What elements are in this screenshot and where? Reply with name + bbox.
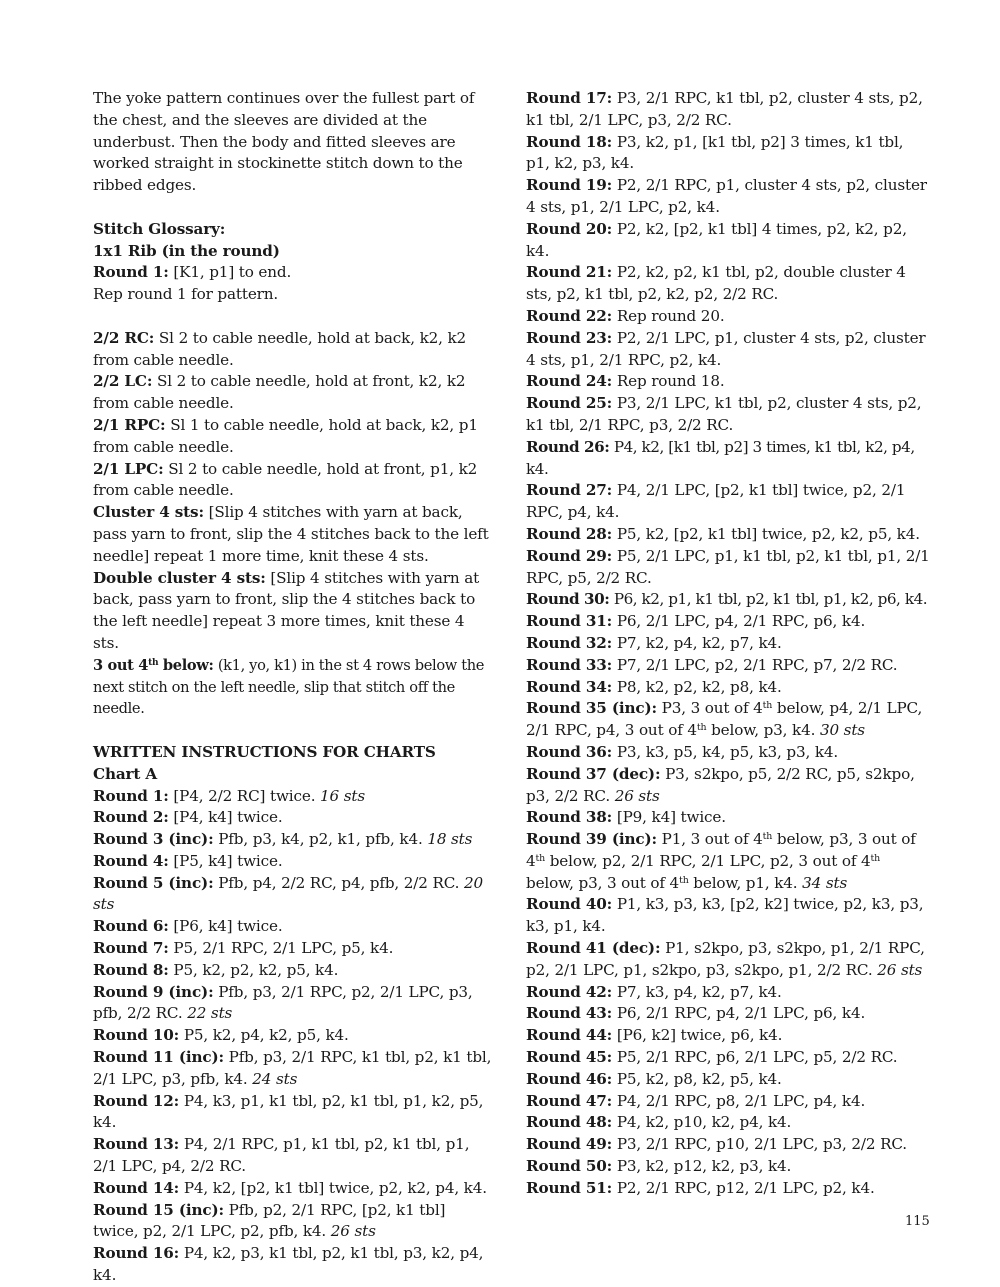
round-2: Round 2: [P4, k4] twice. xyxy=(93,808,283,827)
round-39: Round 39 (inc): P1, 3 out of 4th below, p3, 3 out of 4th below, p2, 2/1 RPC, 2/1 LPC, p2, 3 out of 4th below, p3, 3 out of 4th below, p1, k4. 34 sts xyxy=(526,830,916,892)
round-40: Round 40: P1, k3, p3, k3, [p2, k2] twice, p2, k3, p3, k3, p1, k4. xyxy=(526,895,924,936)
round-11: Round 11 (inc): Pfb, p3, 2/1 RPC, k1 tbl, p2, k1 tbl, 2/1 LPC, p3, pfb, k4. 24 sts xyxy=(93,1048,492,1088)
round-49: Round 49: P3, 2/1 RPC, p10, 2/1 LPC, p3, 2/2 RC. xyxy=(526,1135,907,1154)
round-26: Round 26: P4, k2, [k1 tbl, p2] 3 times, k1 tbl, k2, p4, k4. xyxy=(526,437,915,478)
round-3: Round 3 (inc): Pfb, p3, k4, p2, k1, pfb, k4. 18 sts xyxy=(93,830,473,849)
round-6: Round 6: [P6, k4] twice. xyxy=(93,917,283,936)
glossary-term: Double cluster 4 sts: xyxy=(93,568,266,587)
round-35: Round 35 (inc): P3, 3 out of 4th below, p4, 2/1 LPC, 2/1 RPC, p4, 3 out of 4th below, p3, k4. 30 sts xyxy=(526,699,923,740)
round-9: Round 9 (inc): Pfb, p3, 2/1 RPC, p2, 2/1 LPC, p3, pfb, 2/2 RC. 22 sts xyxy=(93,982,473,1023)
glossary-definition: Sl 2 to cable needle, hold at front, k2, k2 from cable needle. xyxy=(93,372,466,413)
round-32: Round 32: P7, k2, p4, k2, p7, k4. xyxy=(526,633,782,652)
glossary-entry xyxy=(93,459,495,503)
round-18: Round 18: P3, k2, p1, [k1 tbl, p2] 3 times, k1 tbl, p1, k2, p3, k4. xyxy=(526,132,904,173)
round-16: Round 16: P4, k2, p3, k1 tbl, p2, k1 tbl, p3, k2, p4, k4. xyxy=(93,1244,484,1285)
glossary-definition: [Slip 4 stitches with yarn at back, pass yarn to front, slip the 4 stitches back to the left needle] repeat 1 more time, knit these 4 sts. xyxy=(93,503,489,565)
rib-round-label: Round 1: xyxy=(93,263,169,282)
round-10: Round 10: P5, k2, p4, k2, p5, k4. xyxy=(93,1026,349,1045)
round-28: Round 28: P5, k2, [p2, k1 tbl] twice, p2, k2, p5, k4. xyxy=(526,524,920,543)
round-4: Round 4: [P5, k4] twice. xyxy=(93,851,283,870)
written-instructions-heading: WRITTEN INSTRUCTIONS FOR CHARTS xyxy=(93,742,436,761)
glossary-term: Cluster 4 sts: xyxy=(93,503,204,522)
glossary-term: 2/2 RC: xyxy=(93,328,155,347)
round-47: Round 47: P4, 2/1 RPC, p8, 2/1 LPC, p4, k4. xyxy=(526,1091,866,1110)
glossary-term: 2/1 LPC: xyxy=(93,459,164,478)
glossary-definition: (k1, yo, k1) in the st 4 rows below the next stitch on the left needle, slip that stitch off the needle. xyxy=(93,656,485,718)
round-34: Round 34: P8, k2, p2, k2, p8, k4. xyxy=(526,677,782,696)
round-27: Round 27: P4, 2/1 LPC, [p2, k1 tbl] twice, p2, 2/1 RPC, p4, k4. xyxy=(526,481,906,522)
round-46: Round 46: P5, k2, p8, k2, p5, k4. xyxy=(526,1069,782,1088)
left-column xyxy=(93,88,495,1287)
round-51: Round 51: P2, 2/1 RPC, p12, 2/1 LPC, p2, k4. xyxy=(526,1178,875,1197)
round-38: Round 38: [P9, k4] twice. xyxy=(526,808,726,827)
round-48: Round 48: P4, k2, p10, k2, p4, k4. xyxy=(526,1113,792,1132)
glossary-term: 2/2 LC: xyxy=(93,372,153,391)
chart-a-heading: Chart A xyxy=(93,764,158,783)
rib-round-1 xyxy=(93,262,495,284)
glossary-entry xyxy=(93,568,495,655)
round-30: Round 30: P6, k2, p1, k1 tbl, p2, k1 tbl, p1, k2, p6, k4. xyxy=(526,590,928,609)
glossary-entry xyxy=(93,655,495,720)
glossary-entry xyxy=(93,328,495,372)
round-42: Round 42: P7, k3, p4, k2, p7, k4. xyxy=(526,982,782,1001)
round-5: Round 5 (inc): Pfb, p4, 2/2 RC, p4, pfb, 2/2 RC. 20 sts xyxy=(93,873,484,914)
round-29: Round 29: P5, 2/1 LPC, p1, k1 tbl, p2, k1 tbl, p1, 2/1 RPC, p5, 2/2 RC. xyxy=(526,546,930,587)
glossary-entry xyxy=(93,371,495,415)
round-1: Round 1: [P4, 2/2 RC] twice. 16 sts xyxy=(93,786,365,805)
round-24: Round 24: Rep round 18. xyxy=(526,372,725,391)
round-17: Round 17: P3, 2/1 RPC, k1 tbl, p2, cluster 4 sts, p2, k1 tbl, 2/1 LPC, p3, 2/2 RC. xyxy=(526,89,923,129)
round-12: Round 12: P4, k3, p1, k1 tbl, p2, k1 tbl, p1, k2, p5, k4. xyxy=(93,1091,484,1132)
glossary-definition: Sl 2 to cable needle, hold at front, p1, k2 from cable needle. xyxy=(93,459,478,500)
round-20: Round 20: P2, k2, [p2, k1 tbl] 4 times, p2, k2, p2, k4. xyxy=(526,219,907,260)
round-33: Round 33: P7, 2/1 LPC, p2, 2/1 RPC, p7, 2/2 RC. xyxy=(526,655,898,674)
round-21: Round 21: P2, k2, p2, k1 tbl, p2, double cluster 4 sts, p2, k1 tbl, p2, k2, p2, 2/2 RC. xyxy=(526,263,906,304)
round-43: Round 43: P6, 2/1 RPC, p4, 2/1 LPC, p6, k4. xyxy=(526,1004,866,1023)
round-22: Round 22: Rep round 20. xyxy=(526,306,725,325)
rib-repeat-note: Rep round 1 for pattern. xyxy=(93,285,279,304)
round-45: Round 45: P5, 2/1 RPC, p6, 2/1 LPC, p5, 2/2 RC. xyxy=(526,1048,898,1067)
round-37: Round 37 (dec): P3, s2kpo, p5, 2/2 RC, p5, s2kpo, p3, 2/2 RC. 26 sts xyxy=(526,764,915,805)
glossary-definition: Sl 2 to cable needle, hold at back, k2, k2 from cable needle. xyxy=(93,328,467,369)
glossary-definition: Sl 1 to cable needle, hold at back, k2, p1 from cable needle. xyxy=(93,415,478,456)
glossary-definition: [Slip 4 stitches with yarn at back, pass yarn to front, slip the 4 stitches back to the left needle] repeat 3 more times, knit these 4 sts. xyxy=(93,568,480,652)
round-15: Round 15 (inc): Pfb, p2, 2/1 RPC, [p2, k1 tbl] twice, p2, 2/1 LPC, p2, pfb, k4. 26 sts xyxy=(93,1200,446,1241)
round-44: Round 44: [P6, k2] twice, p6, k4. xyxy=(526,1026,783,1045)
intro-paragraph: The yoke pattern continues over the fullest part of the chest, and the sleeves are divided at the underbust. Then the body and fitted sleeves are worked straight in stockinette stitch down to the ribbed edges. xyxy=(93,89,475,195)
round-19: Round 19: P2, 2/1 RPC, p1, cluster 4 sts, p2, cluster 4 sts, p1, 2/1 LPC, p2, k4. xyxy=(526,176,927,216)
right-column xyxy=(526,88,931,1200)
round-23: Round 23: P2, 2/1 LPC, p1, cluster 4 sts, p2, cluster 4 sts, p1, 2/1 RPC, p2, k4. xyxy=(526,328,926,369)
round-7: Round 7: P5, 2/1 RPC, 2/1 LPC, p5, k4. xyxy=(93,939,394,958)
page-number: 115 xyxy=(905,1214,930,1229)
round-36: Round 36: P3, k3, p5, k4, p5, k3, p3, k4. xyxy=(526,742,839,761)
stitch-glossary-heading: Stitch Glossary: xyxy=(93,219,226,238)
glossary-entry xyxy=(93,415,495,459)
round-41: Round 41 (dec): P1, s2kpo, p3, s2kpo, p1, 2/1 RPC, p2, 2/1 LPC, p1, s2kpo, p3, s2kpo, p1, 2/2 RC. 26 sts xyxy=(526,939,925,979)
round-13: Round 13: P4, 2/1 RPC, p1, k1 tbl, p2, k1 tbl, p1, 2/1 LPC, p4, 2/2 RC. xyxy=(93,1135,470,1176)
rib-round-text: [K1, p1] to end. xyxy=(168,263,292,282)
round-50: Round 50: P3, k2, p12, k2, p3, k4. xyxy=(526,1157,792,1176)
glossary-term: 3 out 4th below: xyxy=(93,656,214,674)
round-25: Round 25: P3, 2/1 LPC, k1 tbl, p2, cluster 4 sts, p2, k1 tbl, 2/1 RPC, p3, 2/2 RC. xyxy=(526,394,922,434)
rib-heading: 1x1 Rib (in the round) xyxy=(93,241,280,260)
glossary-entry xyxy=(93,502,495,567)
glossary-term: 2/1 RPC: xyxy=(93,415,166,434)
round-14: Round 14: P4, k2, [p2, k1 tbl] twice, p2, k2, p4, k4. xyxy=(93,1178,487,1197)
round-31: Round 31: P6, 2/1 LPC, p4, 2/1 RPC, p6, k4. xyxy=(526,612,866,631)
round-8: Round 8: P5, k2, p2, k2, p5, k4. xyxy=(93,960,339,979)
